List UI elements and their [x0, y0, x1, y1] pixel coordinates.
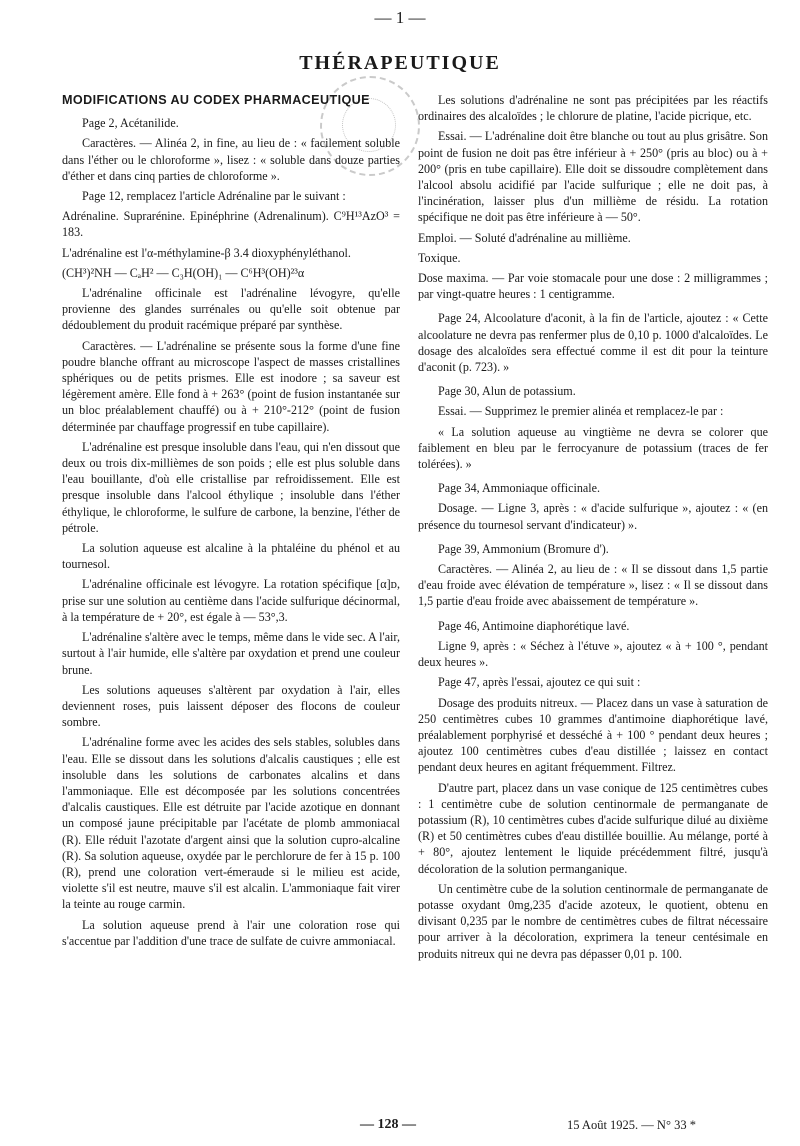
paragraph: D'autre part, placez dans un vase conique de 125 centimètres cubes : 1 centimètre cube de solution centinormale de permanganate de potassium (R), 10 centimètres cubes d'acide sulfurique dilué au dixième (R) et 50 centimètres cubes d'eau distillée bouillie. Au mélange, porté à + 80°, ajoutez lentement le liquide précédemment filtré, jusqu'à décoloration de la solution permanganique. [418, 780, 768, 876]
chemical-formula: (CH³)²NH — CₐH² — C₃H(OH)₁ — C⁶H³(OH)²³α [62, 265, 305, 280]
paragraph: Les solutions d'adrénaline ne sont pas précipitées par les réactifs ordinaires des alcaloïdes ; le chlorure de platine, l'acide picrique, etc. [418, 93, 768, 124]
paragraph: Dosage. — Ligne 3, après : « d'acide sulfurique », ajoutez : « (en présence du tournesol servant d'indicateur) ». [418, 501, 768, 532]
page-heading: THÉRAPEUTIQUE [299, 52, 501, 74]
paragraph: Essai. — Supprimez le premier alinéa et remplacez-le par : [438, 404, 724, 419]
paragraph: Page 47, après l'essai, ajoutez ce qui suit : [438, 675, 641, 690]
paragraph: Toxique. [418, 250, 461, 265]
paragraph: La solution aqueuse prend à l'air une coloration rose qui s'accentue par l'addition d'une trace de sulfate de cuivre ammoniacal. [62, 917, 400, 948]
paragraph: Les solutions aqueuses s'altèrent par oxydation à l'air, elles deviennent roses, puis laissent déposer des flocons de couleur sombre. [62, 682, 400, 730]
paragraph: Page 30, Alun de potassium. [438, 384, 576, 399]
paragraph: La solution aqueuse est alcaline à la phtaléine du phénol et au tournesol. [62, 541, 400, 572]
paragraph: « La solution aqueuse au vingtième ne devra se colorer que faiblement en bleu par le ferrocyanure de potassium (traces de fer tolérées). » [418, 424, 768, 472]
paragraph: L'adrénaline forme avec les acides des sels stables, solubles dans l'eau. Elle se dissout dans les solutions d'alcalis caustiques ; elle est insoluble dans les solutions de carbonates alcalins et dans l'ammoniaque. Elle est décomposée par les solutions concentrées d'alcalis caustiques. Elle est détruite par l'acide azotique en donnant un composé jaune précipitable par l'acétate de plomb ammoniacal (R). Elle réduit l'azotate d'argent ainsi que la solution cupro-alcaline (R). Sa solution aqueuse, oxydée par le perchlorure de fer à 15 p. 100 (R), prend une coloration vert-émeraude si le milieu est acide, violette s'il est neutre, mauve s'il est alcalin. L'ammoniaque fait virer la teinte au rouge carmin. [62, 735, 400, 912]
page-number-top: — 1 — [374, 8, 426, 27]
paragraph: Caractères. — L'adrénaline se présente sous la forme d'une fine poudre blanche offrant au microscope l'aspect de masses cristallines sphériques ou de petits prismes. Elle est inodore ; sa saveur est légèrement amère. Elle fond à + 263° (point de fusion instantanée sur un bloc préalablement chauffé) ou à + 210°-212° (point de fusion déterminée par chauffage progressif en tube capillaire). [62, 338, 400, 434]
paragraph: Essai. — L'adrénaline doit être blanche ou tout au plus grisâtre. Son point de fusion ne doit pas être inférieur à + 250° (pris au bloc) ou à + 200° (pris en tube capillaire). Elle doit se dissoudre complètement dans l'alcool absolu acidifié par l'acide sulfurique ; elle ne doit pas, à l'incinération, laisser plus d'un millième de résidu. La rotation spécifique ne doit pas être inférieure à — 50°. [418, 129, 768, 225]
paragraph: Un centimètre cube de la solution centinormale de permanganate de potasse oxydant 0mg,235 d'acide azoteux, le quotient, obtenu en divisant 0,235 par le nombre de centimètres cubes de filtrat nécessaire pour arriver à la décoloration, exprimera la teneur centésimale en produits nitreux qui ne devra pas dépasser 0,01 p. 100. [418, 881, 768, 961]
paragraph: L'adrénaline officinale est l'adrénaline lévogyre, qu'elle provienne des glandes surrénales ou qu'elle soit obtenue par dédoublement du produit racémique préparé par synthèse. [62, 286, 400, 333]
paragraph: L'adrénaline est presque insoluble dans l'eau, qui n'en dissout que deux ou trois dix-millièmes de son poids ; elle est plus soluble dans l'eau bouillante, d'où elle cristallise par refroidissement. Elle est presque insoluble dans l'alcool éthylique ; insoluble dans l'éther éthylique, le chloroforme, le sulfure de carbone, la benzine, l'éther de pétrole. [62, 439, 400, 535]
monograph-title: Adrénaline. Suprarénine. Epinéphrine (Adrenalinum). C⁹H¹³AzO³ = 183. [62, 209, 400, 240]
right-column [418, 92, 768, 966]
paragraph: Emploi. — Soluté d'adrénaline au millième. [418, 230, 631, 245]
paragraph: L'adrénaline s'altère avec le temps, même dans le vide sec. A l'air, surtout à l'air humide, elle s'altère par oxydation et prend une couleur brune. [62, 630, 400, 677]
paragraph: Page 2, Acétanilide. [82, 116, 179, 131]
paragraph: Page 39, Ammonium (Bromure d'). [438, 541, 609, 556]
paragraph: Page 34, Ammoniaque officinale. [438, 481, 600, 496]
paragraph: Page 24, Alcoolature d'aconit, à la fin de l'article, ajoutez : « Cette alcoolature ne devra pas renfermer plus de 0,10 p. 1000 d'alcaloïdes. Le dosage des alcaloïdes sera effectué comme il est dit pour la teinture d'aconit (p. 723). » [418, 311, 768, 375]
left-column [62, 92, 400, 953]
paragraph: Caractères. — Alinéa 2, au lieu de : « Il se dissout dans 1,5 partie d'eau froide avec élévation de température », lisez : « Il se dissout dans 1,5 partie d'eau froide avec abaissement de température ». [418, 562, 768, 609]
page-number-bottom: — 128 — [360, 1117, 416, 1132]
paragraph: Caractères. — Alinéa 2, in fine, au lieu de : « facilement soluble dans l'éther ou le chloroforme », lisez : « soluble dans douze parties d'éther et dans cinq parties de chloroforme ». [62, 136, 400, 183]
paragraph: Dose maxima. — Par voie stomacale pour une dose : 2 milligrammes ; par vingt-quatre heures : 1 centigramme. [418, 271, 768, 302]
paragraph: Page 12, remplacez l'article Adrénaline par le suivant : [82, 189, 346, 204]
paragraph: L'adrénaline est l'α-méthylamine-β 3.4 dioxyphényléthanol. [62, 245, 351, 260]
issue-date: 15 Août 1925. — N° 33 * [567, 1118, 696, 1132]
paragraph: Page 46, Antimoine diaphorétique lavé. [438, 618, 630, 633]
paragraph: L'adrénaline officinale est lévogyre. La rotation spécifique [α]ᴅ, prise sur une solution au centième dans l'acide sulfurique décinormal, à la température de + 20°, est égale à — 53°,3. [62, 577, 400, 624]
section-title: MODIFICATIONS AU CODEX PHARMACEUTIQUE [62, 93, 370, 107]
paragraph: Ligne 9, après : « Séchez à l'étuve », ajoutez « à + 100 °, pendant deux heures ». [418, 638, 768, 670]
paragraph: Dosage des produits nitreux. — Placez dans un vase à saturation de 250 centimètres cubes 10 grammes d'antimoine diaphorétique lavé, préalablement porphyrisé et desséché à + 100 ° pendant deux heures ; ajoutez 100 centimètres cubes d'eau distillée ; laissez en contact pendant deux heures en agitant fréquemment. Filtrez. [418, 695, 768, 775]
